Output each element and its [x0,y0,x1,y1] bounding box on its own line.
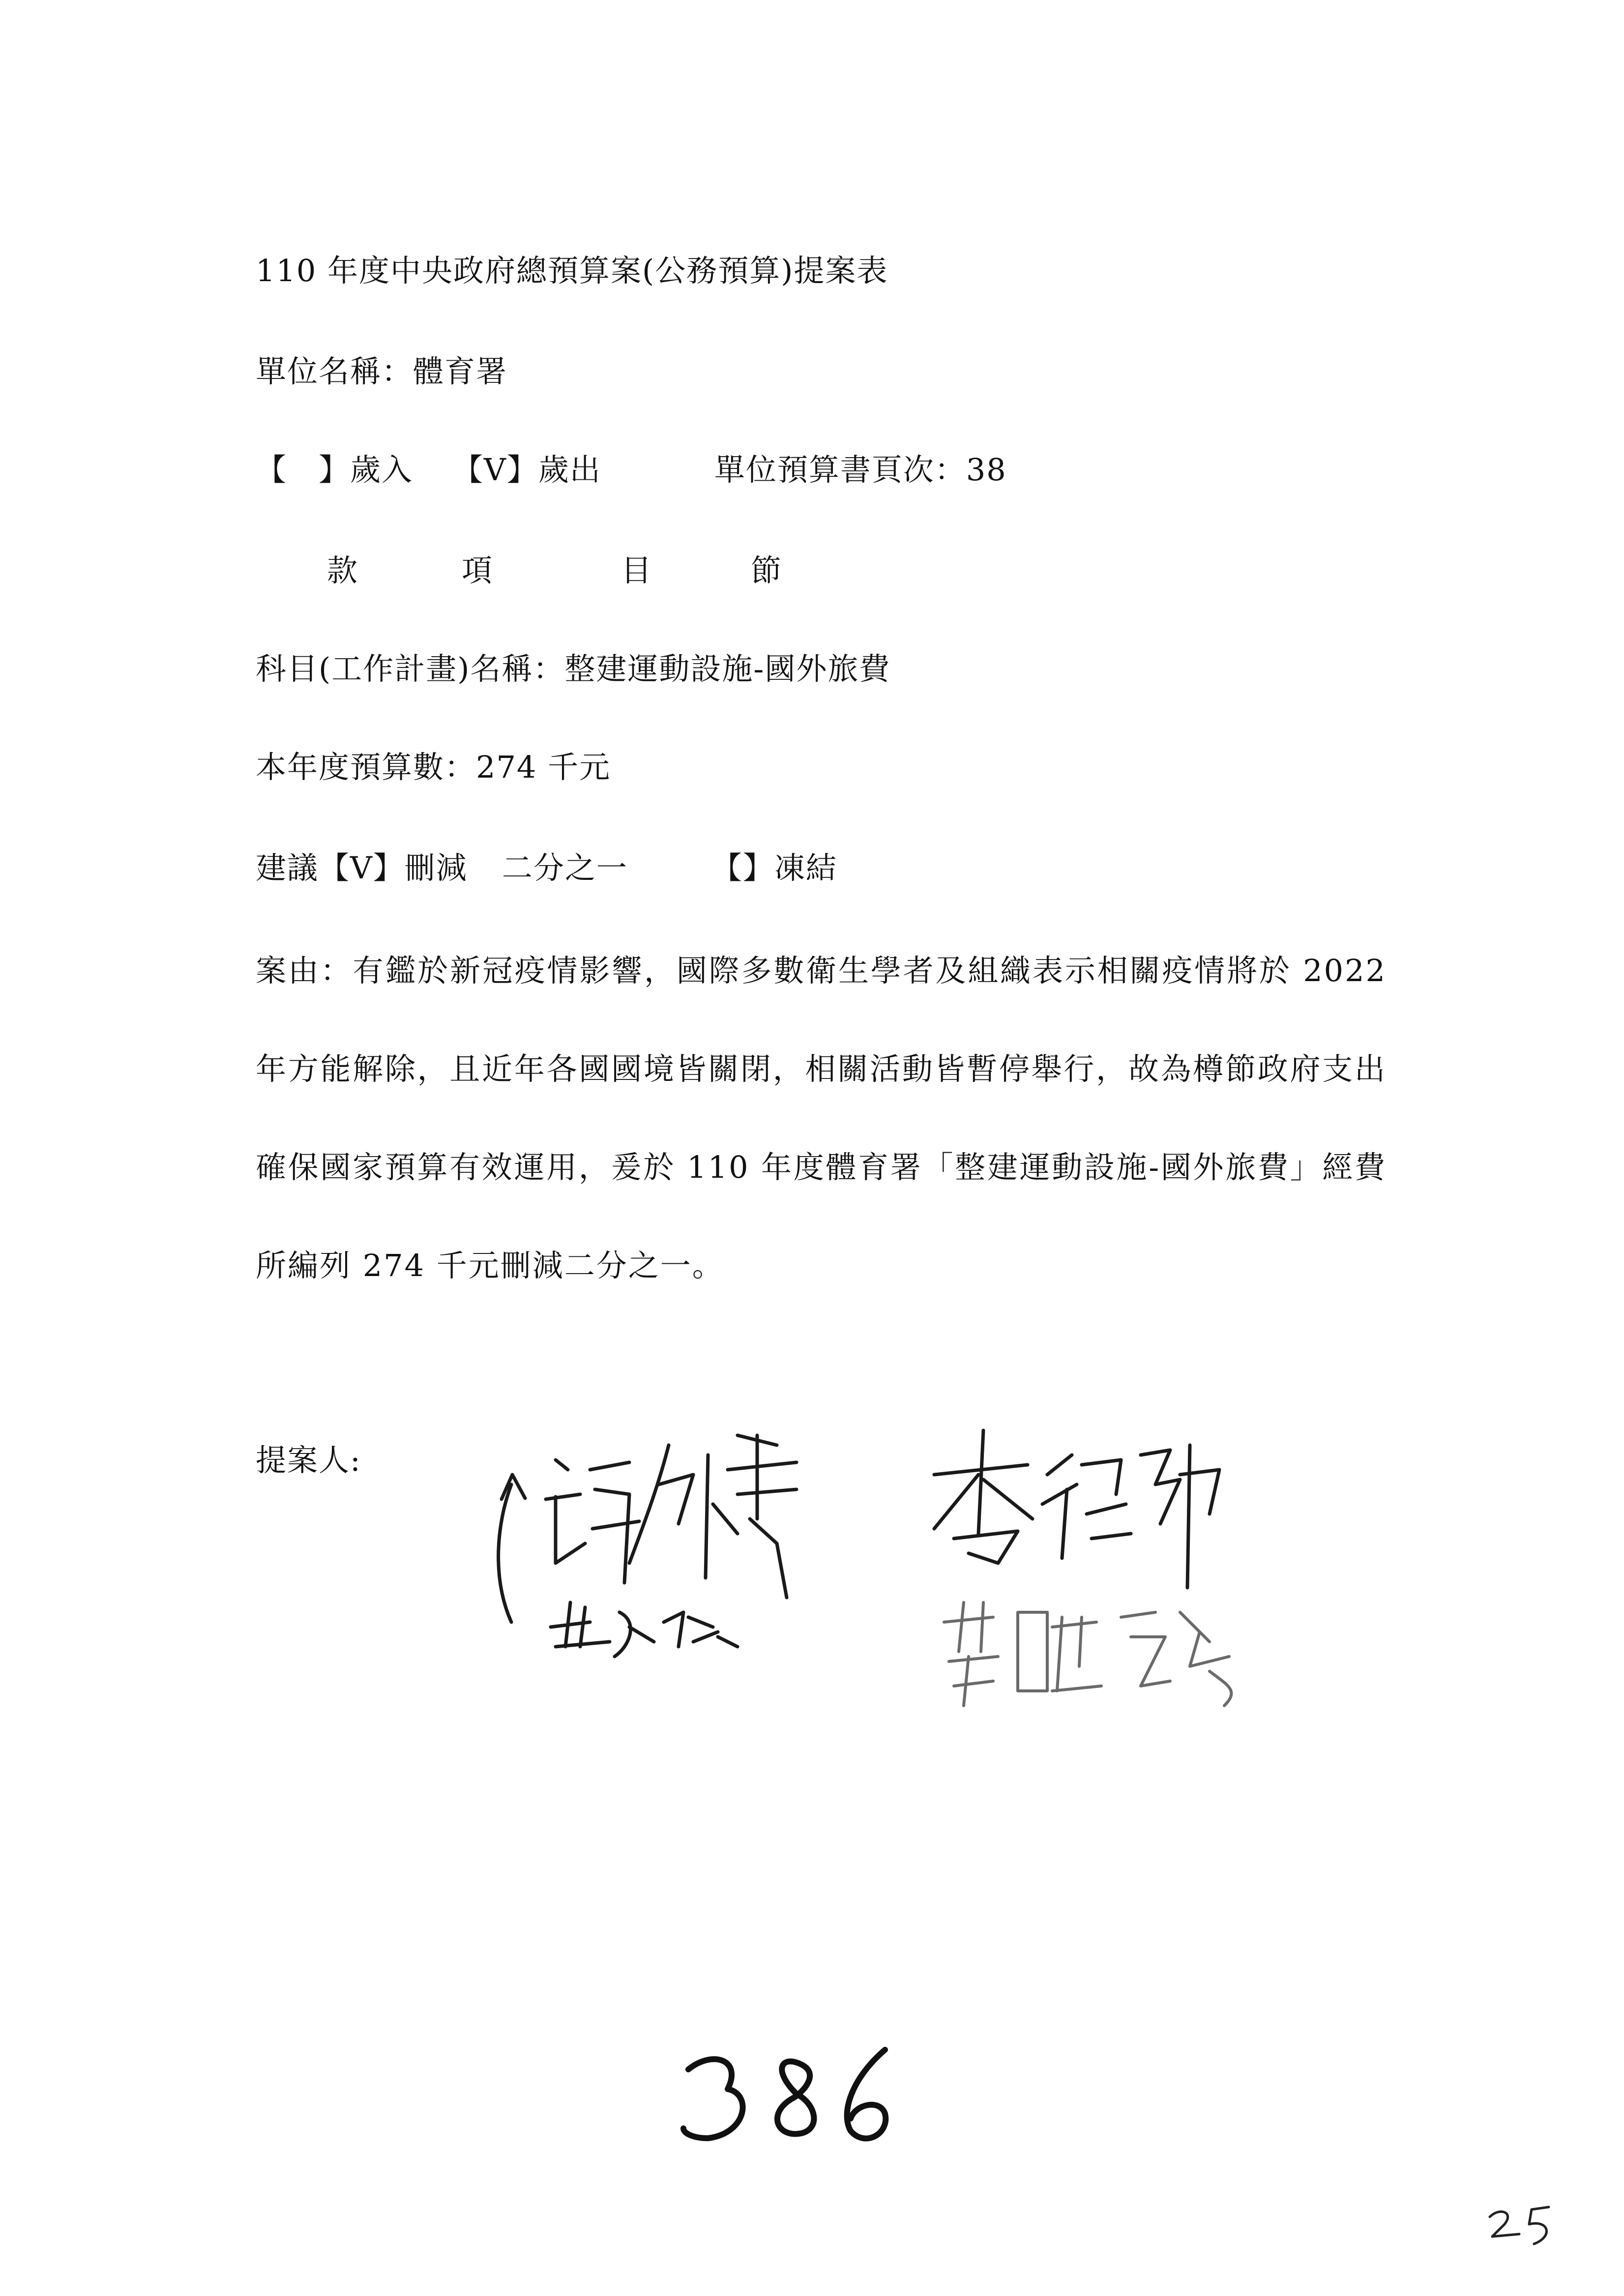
document-title: 110 年度中央政府總預算案(公務預算)提案表 [256,253,888,289]
budget-label: 本年度預算數： [256,749,476,785]
subject-label: 科目(工作計畫)名稱： [256,651,565,687]
cut-amount: 二分之一 [502,850,628,886]
revenue-checkbox: 【 】 [256,452,351,488]
cut-label: 刪減 [404,850,468,886]
suggestion-row [256,850,837,886]
revenue-label: 歲入 [350,452,413,488]
unit-name-label: 單位名稱： [256,353,413,389]
unit-name-row [256,353,508,389]
reason-text: 有鑑於新冠疫情影響，國際多數衛生學者及組織表示相關疫情將於 2022 年方能解除，且近年各國國境皆關閉，相關活動皆暫停舉行，故為樽節政府支出確保國家預算有效運用，爰於 110 年度體育署「整建運動設施-國外旅費」經費所編列 274 千元刪減二分之一。 [256,953,1387,1283]
budget-value: 274 千元 [476,749,611,785]
cut-checkbox: 【V】 [319,850,405,886]
category-row [327,552,783,588]
page-ref-label: 單位預算書頁次： [714,452,966,488]
budget-type-row [256,452,1007,488]
signature-li-dewei [924,1416,1229,1593]
unit-name-value: 體育署 [413,353,508,389]
reason-paragraph [256,922,1387,1315]
subject-value: 整建運動設施-國外旅費 [564,651,891,687]
expenditure-checkbox: 【V】 [452,452,538,488]
category-jie: 節 [751,552,783,588]
proposer-label: 提案人: [256,1442,361,1478]
handwritten-page-number [674,2040,910,2153]
category-xiang: 項 [462,552,494,588]
category-kuan: 款 [327,552,359,588]
category-mu: 目 [621,552,653,588]
expenditure-label: 歲出 [538,452,601,488]
corner-mark [1485,2197,1564,2251]
page-ref-value: 38 [966,452,1007,488]
suggestion-label: 建議 [256,850,319,886]
signature-zheng-zhengqian [934,1588,1249,1715]
freeze-checkbox: 【】 [711,850,774,886]
signature-xu-zhijie [482,1416,836,1671]
reason-label: 案由： [256,953,353,988]
subject-row [256,651,891,687]
freeze-label: 凍結 [774,850,837,886]
budget-row [256,749,611,785]
